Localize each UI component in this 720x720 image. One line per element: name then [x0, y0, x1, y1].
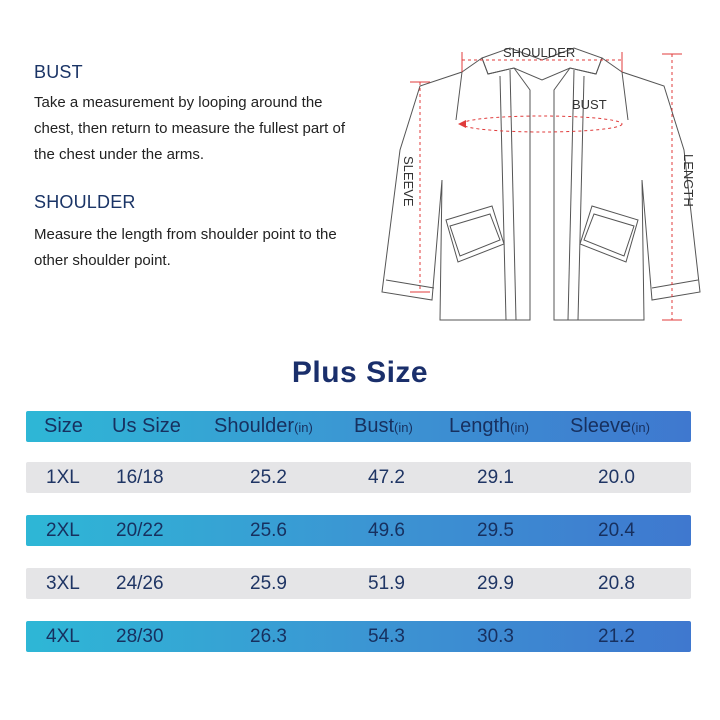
unit-label: (in) [510, 420, 529, 435]
cell-bust: 49.6 [368, 520, 405, 541]
cell-bust: 47.2 [368, 467, 405, 488]
cell-size: 2XL [46, 520, 80, 541]
cell-bust: 51.9 [368, 573, 405, 594]
cell-bust: 54.3 [368, 626, 405, 647]
bust-description: Take a measurement by looping around the chest, then return to measure the fullest part of the chest under the arms. [34, 94, 346, 163]
bust-heading: BUST [34, 62, 83, 82]
cell-length: 29.1 [477, 467, 514, 488]
arrow-icon [458, 120, 466, 128]
cell-shoulder: 25.9 [250, 573, 287, 594]
cell-sleeve: 20.8 [598, 573, 635, 594]
table-row [26, 621, 691, 652]
cell-size: 4XL [46, 626, 80, 647]
cell-sleeve: 21.2 [598, 626, 635, 647]
cell-shoulder: 26.3 [250, 626, 287, 647]
table-row [26, 462, 691, 493]
unit-label: (in) [631, 420, 650, 435]
header-sleeve: Sleeve(in) [570, 415, 650, 437]
header-length: Length(in) [449, 415, 529, 437]
cell-length: 30.3 [477, 626, 514, 647]
sleeve-dim-label: SLEEVE [401, 156, 416, 207]
unit-label: (in) [394, 420, 413, 435]
table-row [26, 515, 691, 546]
table-header-row [26, 411, 691, 442]
cell-sleeve: 20.4 [598, 520, 635, 541]
cell-size: 1XL [46, 467, 80, 488]
bust-dim-label: BUST [572, 97, 607, 112]
unit-label: (in) [294, 420, 313, 435]
header-size: Size [44, 415, 83, 437]
cell-length: 29.9 [477, 573, 514, 594]
size-table-title: Plus Size [291, 356, 429, 389]
cell-shoulder: 25.6 [250, 520, 287, 541]
cell-us-size: 16/18 [116, 467, 164, 488]
cell-us-size: 24/26 [116, 573, 164, 594]
cell-length: 29.5 [477, 520, 514, 541]
cell-us-size: 20/22 [116, 520, 164, 541]
header-bust: Bust(in) [354, 415, 413, 437]
jacket-outline [382, 48, 700, 320]
shoulder-heading: SHOULDER [34, 192, 136, 212]
cell-shoulder: 25.2 [250, 467, 287, 488]
shoulder-dim-label: SHOULDER [503, 45, 576, 60]
header-us-size: Us Size [112, 415, 181, 437]
cell-size: 3XL [46, 573, 80, 594]
length-dim-label: LENGTH [681, 154, 696, 207]
cell-us-size: 28/30 [116, 626, 164, 647]
table-row [26, 568, 691, 599]
measure-lines [410, 52, 682, 320]
cell-sleeve: 20.0 [598, 467, 635, 488]
header-shoulder: Shoulder(in) [214, 415, 313, 437]
shoulder-description: Measure the length from shoulder point to the other shoulder point. [34, 226, 337, 269]
jacket-measurement-diagram [370, 30, 710, 330]
